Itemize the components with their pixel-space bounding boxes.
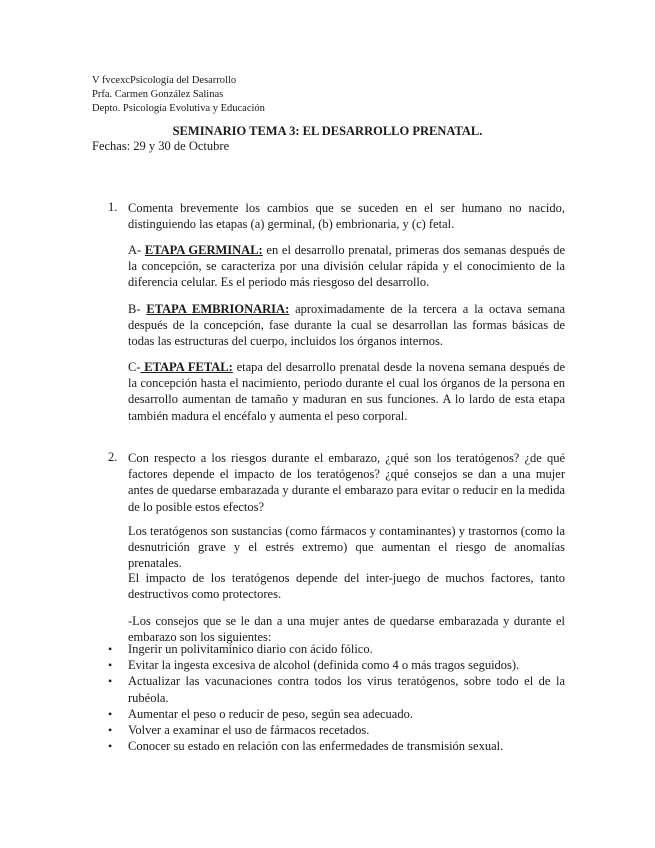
- list-item: [108, 657, 565, 673]
- answer-embrionaria-prefix: B-: [128, 302, 147, 316]
- question-1-text: Comenta brevemente los cambios que se suceden en el ser humano no nacido, distinguiendo las etapas (a) germinal, (b) embrionaria, y (c) fetal.: [128, 201, 565, 232]
- label-fetal: ETAPA FETAL:: [140, 360, 233, 374]
- header-course: V fvcexcPsicología del Desarrollo: [92, 75, 237, 86]
- list-item-text: Ingerir un polivitamínico diario con ácido fólico.: [128, 642, 373, 656]
- list-item-text: Aumentar el peso o reducir de peso, según sea adecuado.: [128, 706, 413, 721]
- label-embrionaria: ETAPA EMBRIONARIA:: [146, 302, 290, 316]
- list-item: [108, 722, 565, 738]
- answer-fetal-prefix: C-: [128, 360, 141, 374]
- document-dates: Fechas: 29 y 30 de Octubre: [92, 139, 230, 153]
- bullet-icon: •: [108, 739, 113, 754]
- list-item: [108, 673, 565, 705]
- bullet-icon: •: [108, 642, 113, 656]
- answer-embrionaria: [128, 301, 565, 350]
- answer-teratogens-impact: El impacto de los teratógenos depende del inter-juego de muchos factores, tanto destructivos como protectores.: [128, 571, 565, 602]
- header-department: Depto. Psicología Evolutiva y Educación: [92, 103, 265, 114]
- header-professor: Prfa. Carmen González Salinas: [92, 89, 224, 100]
- list-item: [108, 641, 565, 657]
- list-item-text: Conocer su estado en relación con las enfermedades de transmisión sexual.: [128, 739, 504, 754]
- answer-teratogens-definition: Los teratógenos son sustancias (como fármacos y contaminantes) y trastornos (como la desnutrición grave y el estrés extremo) que aumentan el riesgo de anomalías prenatales.: [128, 524, 565, 571]
- list-item-text: Actualizar las vacunaciones contra todos los virus teratógenos, sobre todo el de la rubéola.: [128, 674, 565, 705]
- bullet-icon: •: [108, 706, 113, 721]
- answer-fetal-text: etapa del desarrollo prenatal desde la novena semana después de la concepción hasta el nacimiento, periodo durante el cual los órganos de la persona en desarrollo aumentan de tamaño y maduran en sus funciones. A lo lardo de esta etapa también madura el encéfalo y aumenta el peso corporal.: [128, 360, 565, 423]
- question-2-text: Con respecto a los riesgos durante el embarazo, ¿qué son los teratógenos? ¿de qué factores depende el impacto de los teratógenos? ¿qué consejos se dan a una mujer antes de quedarse embarazada y durante el embarazo para evitar o reducir en la medida de lo posible estos efectos?: [128, 451, 565, 514]
- bullet-icon: •: [108, 723, 113, 738]
- answer-germinal-text: en el desarrollo prenatal, primeras dos semanas después de la concepción, se caracteriza por una división celular rápida y el conocimiento de la diferencia celular. Es el periodo más riesgoso del desarrollo.: [128, 243, 565, 290]
- document-title: SEMINARIO TEMA 3: EL DESARROLLO PRENATAL.: [172, 124, 483, 138]
- answer-germinal-prefix: A-: [128, 243, 145, 257]
- bullet-icon: •: [108, 674, 113, 689]
- label-germinal: ETAPA GERMINAL:: [144, 243, 263, 257]
- answer-fetal: [128, 359, 565, 424]
- question-1-number: 1.: [108, 200, 118, 214]
- advice-list: [108, 641, 565, 754]
- advice-intro: -Los consejos que se le dan a una mujer antes de quedarse embarazada y durante el embarazo son los siguientes:: [128, 614, 565, 645]
- list-item: [108, 738, 565, 754]
- bullet-icon: •: [108, 658, 113, 673]
- list-item-text: Volver a examinar el uso de fármacos recetados.: [128, 723, 370, 738]
- answer-embrionaria-text: aproximadamente de la tercera a la octava semana después de la concepción, fase durante la cual se desarrollan las formas básicas de todas las estructuras del cuerpo, incluidos los órganos internos.: [128, 302, 565, 349]
- list-item-text: Evitar la ingesta excesiva de alcohol (definida como 4 o más tragos seguidos).: [128, 658, 520, 673]
- question-2-number: 2.: [108, 450, 118, 464]
- answer-germinal: [128, 242, 565, 291]
- list-item: [108, 706, 565, 722]
